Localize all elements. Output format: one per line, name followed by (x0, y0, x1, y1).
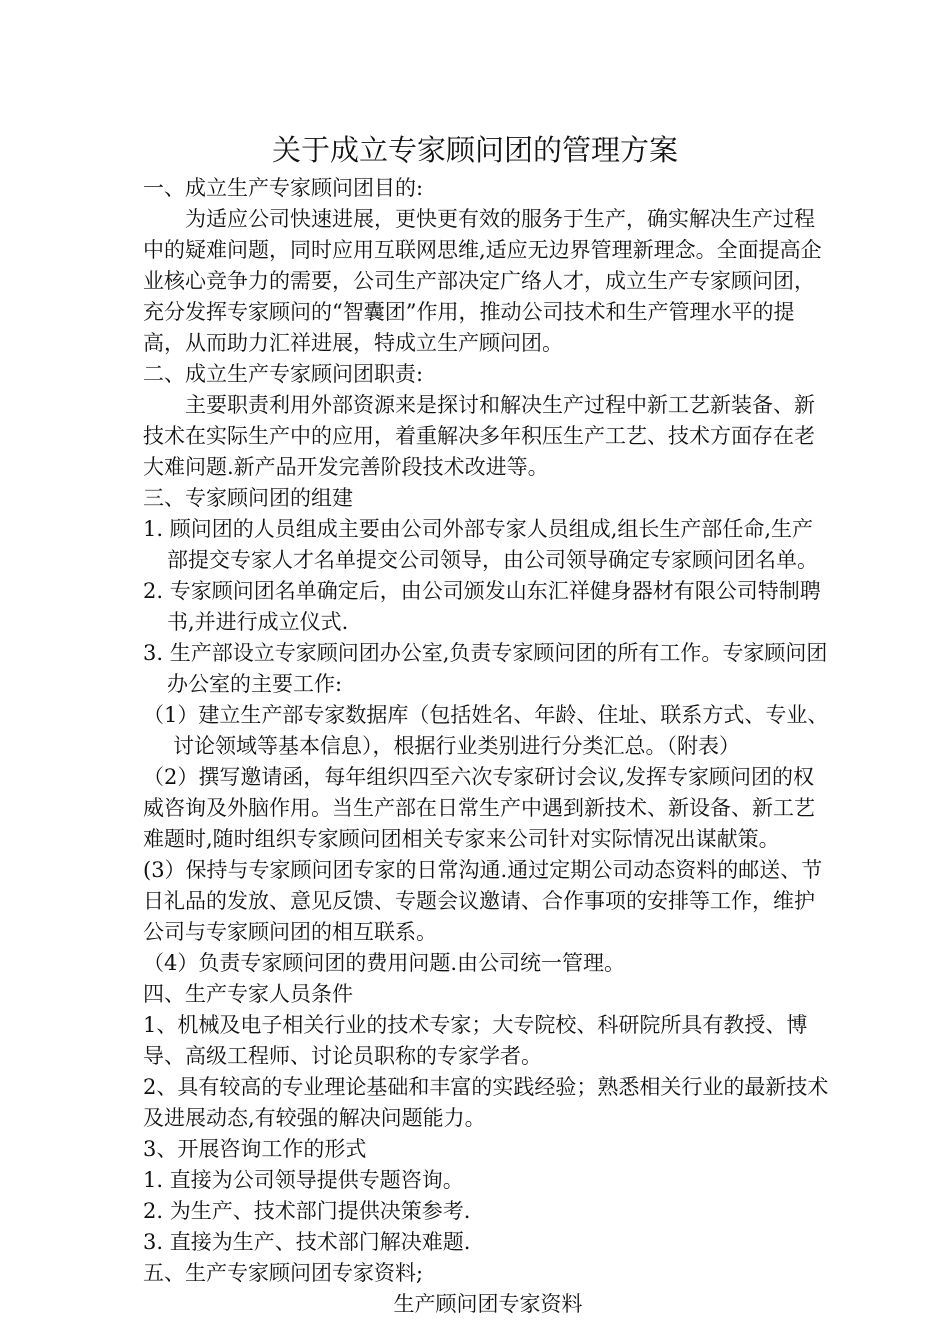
section-2-paragraph: 主要职责利用外部资源来是探讨和解决生产过程中新工艺新装备、新技术在实际生产中的应用，着重解决多年积压生产工艺、技术方面存在老大难问题.新产品开发完善阶段技术改进等。 (143, 393, 815, 479)
section-3-item-3: 3. 生产部设立专家顾问团办公室,负责专家顾问团的所有工作。专家顾问团办公室的主要工作: (143, 641, 828, 696)
section-heading-3: 三、专家顾问团的组建 (143, 486, 353, 510)
section-heading-1: 一、成立生产专家顾问团目的: (143, 176, 424, 200)
table-caption: 生产顾问团专家资料 (393, 1292, 583, 1316)
condition-item-3: 3、开展咨询工作的形式 (143, 1137, 367, 1161)
office-task-4: （4）负责专家顾问团的费用问题.由公司统一管理。 (143, 951, 626, 975)
section-3-item-2: 2. 专家顾问团名单确定后，由公司颁发山东汇祥健身器材有限公司特制聘书,并进行成立仪式. (143, 579, 821, 634)
section-heading-5: 五、生产专家顾问团专家资料; (143, 1261, 424, 1285)
office-task-3: (3）保持与专家顾问团专家的日常沟通.通过定期公司动态资料的邮送、节日礼品的发放、意见反馈、专题会议邀请、合作事项的安排等工作，维护公司与专家顾问团的相互联系。 (143, 858, 823, 944)
office-task-2: （2）撰写邀请函，每年组织四至六次专家研讨会议,发挥专家顾问团的权威咨询及外脑作用。当生产部在日常生产中遇到新技术、新设备、新工艺难题时,随时组织专家顾问团相关专家来公司针对实际情况出谋献策。 (143, 765, 815, 851)
section-3-item-1: 1. 顾问团的人员组成主要由公司外部专家人员组成,组长生产部任命,生产部提交专家人才名单提交公司领导，由公司领导确定专家顾问团名单。 (143, 517, 818, 572)
document-body (143, 173, 833, 1320)
office-task-1: （1）建立生产部专家数据库（包括姓名、年龄、住址、联系方式、专业、讨论领域等基本信息），根据行业类别进行分类汇总。（附表） (143, 703, 829, 758)
document-title: 关于成立专家顾问团的管理方案 (271, 133, 678, 167)
section-heading-2: 二、成立生产专家顾问团职责: (143, 362, 424, 386)
section-1-paragraph: 为适应公司快速进展，更快更有效的服务于生产，确实解决生产过程中的疑难问题，同时应用互联网思维,适应无边界管理新理念。全面提高企业核心竞争力的需要，公司生产部决定广络人才，成立生产专家顾问团，充分发挥专家顾问的“智囊团”作用，推动公司技术和生产管理水平的提高，从而助力汇祥进展，特成立生产顾问团。 (143, 207, 822, 355)
consult-form-2: 2. 为生产、技术部门提供决策参考. (143, 1199, 471, 1223)
consult-form-1: 1. 直接为公司领导提供专题咨询。 (143, 1168, 464, 1192)
condition-item-1: 1、机械及电子相关行业的技术专家；大专院校、科研院所具有教授、博导、高级工程师、讨论员职称的专家学者。 (143, 1013, 808, 1068)
condition-item-2: 2、具有较高的专业理论基础和丰富的实践经验；熟悉相关行业的最新技术及进展动态,有较强的解决问题能力。 (143, 1075, 829, 1130)
consult-form-3: 3. 直接为生产、技术部门解决难题. (143, 1230, 471, 1254)
section-heading-4: 四、生产专家人员条件 (143, 982, 353, 1006)
